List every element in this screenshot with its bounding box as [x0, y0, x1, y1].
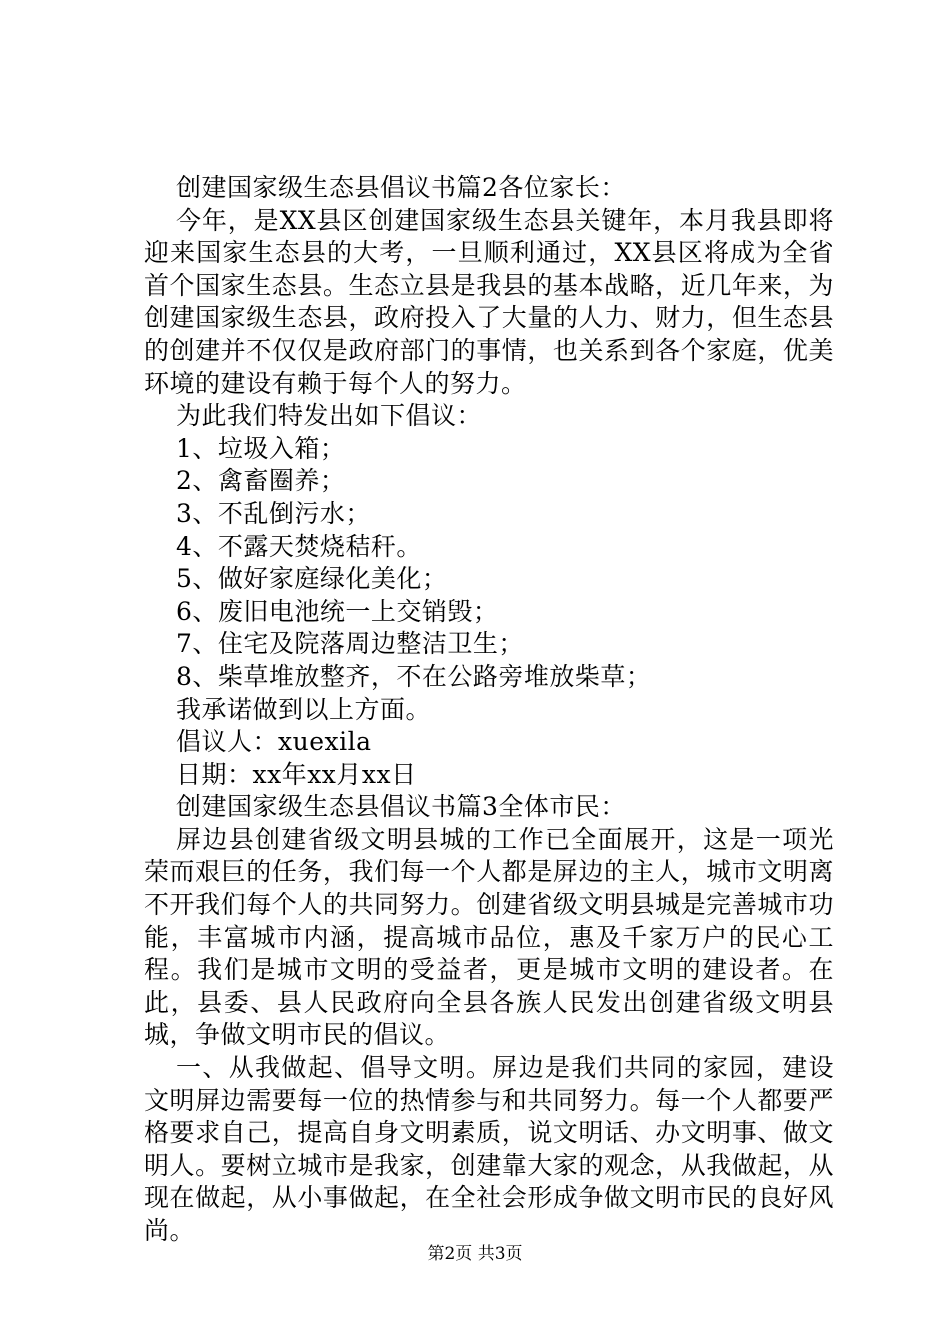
- document-body: [144, 172, 834, 1248]
- signer-line: 倡议人：xuexila: [176, 727, 372, 757]
- paragraph-heading-2: 创建国家级生态县倡议书篇2各位家长：: [176, 173, 626, 202]
- page-number-footer: 第2页 共3页: [427, 1244, 523, 1264]
- paragraph: 一、从我做起、倡导文明。屏边是我们共同的家园，建设文明屏边需要每一位的热情参与和共同努力。每一个人都要严格要求自己，提高自身文明素质，说文明话、办文明事、做文明人。要树立城市是我家，创建靠大家的观念，从我做起，从现在做起，从小事做起，在全社会形成争做文明市民的良好风尚。: [144, 1053, 834, 1245]
- list-item: 8、柴草堆放整齐，不在公路旁堆放柴草；: [176, 661, 652, 691]
- paragraph: 我承诺做到以上方面。: [176, 694, 432, 724]
- list-item: 2、禽畜圈养；: [176, 466, 346, 496]
- list-item: 1、垃圾入箱；: [176, 433, 346, 463]
- list-item: 6、废旧电池统一上交销毁；: [176, 596, 499, 626]
- date-line: 日期：xx年xx月xx日: [176, 759, 417, 789]
- paragraph: 今年，是XX县区创建国家级生态县关键年，本月我县即将迎来国家生态县的大考，一旦顺利通过，XX县区将成为全省首个国家生态县。生态立县是我县的基本战略，近几年来，为创建国家级生态县，政府投入了大量的人力、财力，但生态县的创建并不仅仅是政府部门的事情，也关系到各个家庭，优美环境的建设有赖于每个人的努力。: [144, 205, 834, 398]
- paragraph: 屏边县创建省级文明县城的工作已全面展开，这是一项光荣而艰巨的任务，我们每一个人都是屏边的主人，城市文明离不开我们每个人的共同努力。创建省级文明县城是完善城市功能，丰富城市内涵，提高城市品位，惠及千家万户的民心工程。我们是城市文明的受益者，更是城市文明的建设者。在此，县委、县人民政府向全县各族人民发出创建省级文明县城，争做文明市民的倡议。: [144, 824, 834, 1050]
- paragraph-heading-3: 创建国家级生态县倡议书篇3全体市民：: [176, 792, 626, 822]
- list-item: 7、住宅及院落周边整洁卫生；: [176, 629, 524, 659]
- list-item: 5、做好家庭绿化美化；: [176, 564, 448, 594]
- paragraph: 为此我们特发出如下倡议：: [176, 401, 483, 431]
- list-item: 4、不露天焚烧秸秆。: [176, 531, 422, 561]
- list-item: 3、不乱倒污水；: [176, 498, 371, 528]
